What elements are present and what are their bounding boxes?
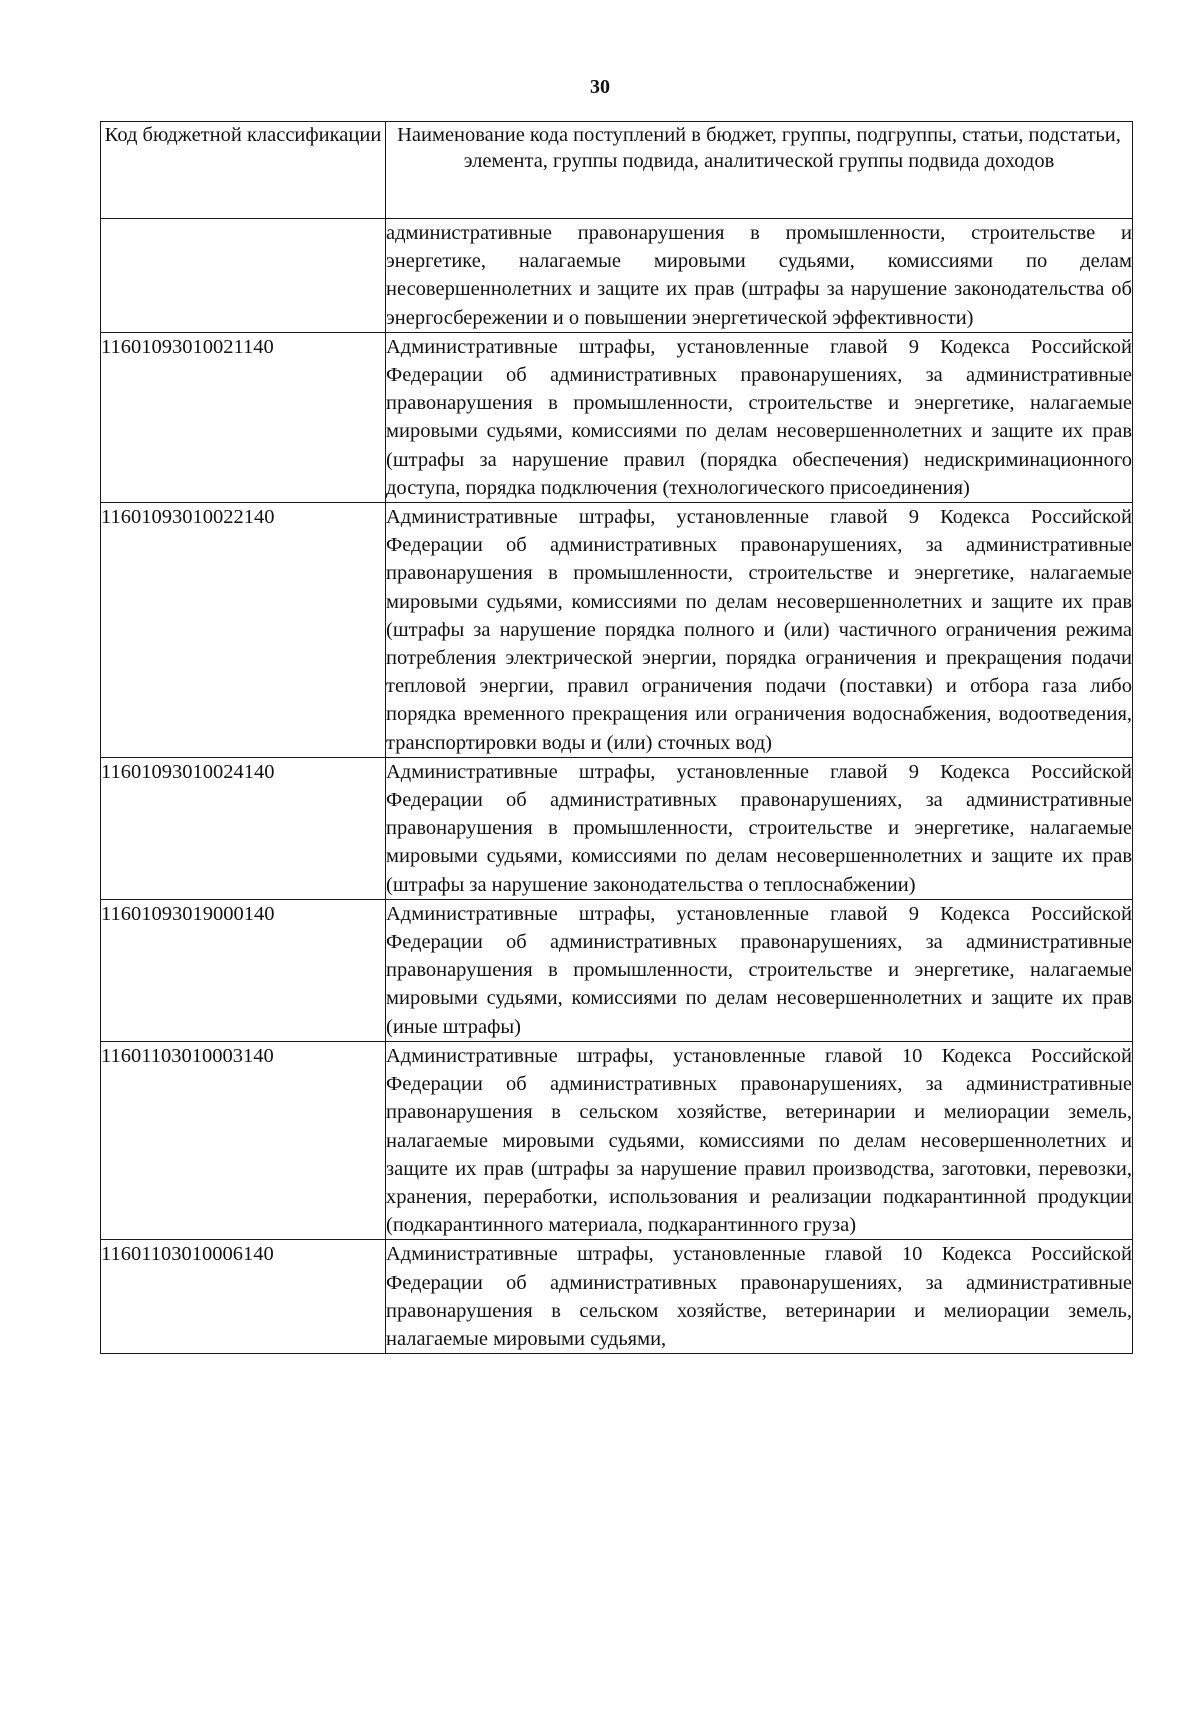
table-row (101, 503, 1133, 758)
row-code: 11601103010003140 (101, 1041, 386, 1239)
budget-classification-table (100, 121, 1133, 1354)
table-row (101, 899, 1133, 1041)
row-code: 11601093019000140 (101, 899, 386, 1041)
row-description: Административные штрафы, установленные главой 9 Кодекса Российской Федерации об административных правонарушениях, за административные правонарушения в промышленности, строительстве и энергетике, налагаемые мировыми судьями, комиссиями по делам несовершеннолетних и защите их прав (штрафы за нарушение порядка полного и (или) частичного ограничения режима потребления электрической энергии, порядка ограничения и прекращения подачи тепловой энергии, правил ограничения подачи (поставки) и отбора газа либо порядка временного прекращения или ограничения водоснабжения, водоотведения, транспортировки воды и (или) сточных вод) (386, 503, 1133, 758)
row-description: Административные штрафы, установленные главой 10 Кодекса Российской Федерации об административных правонарушениях, за административные правонарушения в сельском хозяйстве, ветеринарии и мелиорации земель, налагаемые мировыми судьями, комиссиями по делам несовершеннолетних и защите их прав (штрафы за нарушение правил производства, заготовки, перевозки, хранения, переработки, использования и реализации подкарантинной продукции (подкарантинного материала, подкарантинного груза) (386, 1041, 1133, 1239)
row-description: Административные штрафы, установленные главой 9 Кодекса Российской Федерации об административных правонарушениях, за административные правонарушения в промышленности, строительстве и энергетике, налагаемые мировыми судьями, комиссиями по делам несовершеннолетних и защите их прав (штрафы за нарушение правил (порядка обеспечения) недискриминационного доступа, порядка подключения (технологического присоединения) (386, 332, 1133, 502)
row-code (101, 219, 386, 333)
page-number: 30 (590, 76, 610, 98)
row-description: административные правонарушения в промышленности, строительстве и энергетике, налагаемые мировыми судьями, комиссиями по делам несовершеннолетних и защите их прав (штрафы за нарушение законодательства об энергосбережении и о повышении энергетической эффективности) (386, 219, 1133, 333)
row-code: 11601103010006140 (101, 1240, 386, 1354)
column-header-code: Код бюджетной классификации (101, 122, 386, 219)
row-description: Административные штрафы, установленные главой 9 Кодекса Российской Федерации об административных правонарушениях, за административные правонарушения в промышленности, строительстве и энергетике, налагаемые мировыми судьями, комиссиями по делам несовершеннолетних и защите их прав (штрафы за нарушение законодательства о теплоснабжении) (386, 757, 1133, 899)
table-header-row (101, 122, 1133, 219)
table-row (101, 1240, 1133, 1354)
row-code: 11601093010022140 (101, 503, 386, 758)
row-description: Административные штрафы, установленные главой 10 Кодекса Российской Федерации об административных правонарушениях, за административные правонарушения в сельском хозяйстве, ветеринарии и мелиорации земель, налагаемые мировыми судьями, (386, 1240, 1133, 1354)
row-code: 11601093010021140 (101, 332, 386, 502)
table-row (101, 219, 1133, 333)
table-row (101, 757, 1133, 899)
row-description: Административные штрафы, установленные главой 9 Кодекса Российской Федерации об административных правонарушениях, за административные правонарушения в промышленности, строительстве и энергетике, налагаемые мировыми судьями, комиссиями по делам несовершеннолетних и защите их прав (иные штрафы) (386, 899, 1133, 1041)
table-row (101, 332, 1133, 502)
row-code: 11601093010024140 (101, 757, 386, 899)
table-row (101, 1041, 1133, 1239)
column-header-name: Наименование кода поступлений в бюджет, группы, подгруппы, статьи, подстатьи, элемента, группы подвида, аналитической группы подвида доходов (386, 122, 1133, 219)
